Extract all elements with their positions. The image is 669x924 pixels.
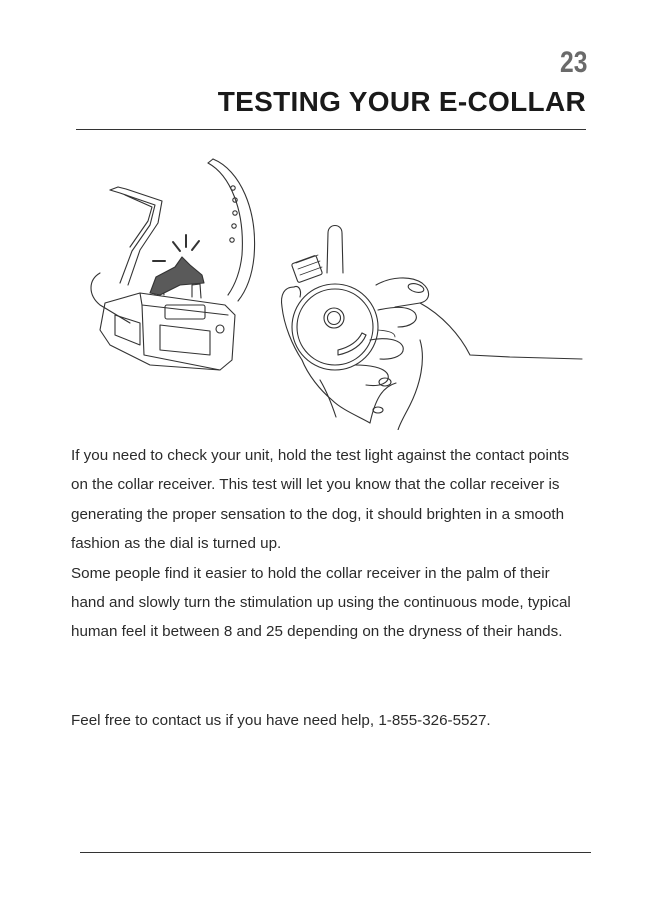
hand-holding-remote-transmitter-icon [282,226,583,431]
instructions-paragraph [71,441,581,647]
page-title: TESTING YOUR E-COLLAR [217,86,586,117]
paragraph-test-light: If you need to check your unit, hold the test light against the contact points on the collar receiver. This test will let you know that the collar receiver is generating the proper sensation to the dog, it should brighten in a smooth fashion as the dial is turned up. [71,447,570,553]
page-number: 23 [559,46,587,79]
e-collar-receiver-with-test-light-icon [91,159,255,370]
paragraph-palm-test: Some people find it easier to hold the collar receiver in the palm of their hand and slowly turn the stimulation up using the continuous mode, typical human feel it between 8 and 25 depending on the dryness of their hands. [71,564,571,641]
header-divider [76,129,586,130]
illustration [70,155,590,430]
footer-divider [80,852,591,853]
contact-line: Feel free to contact us if you have need help, 1-855-326-5527. [71,712,491,729]
